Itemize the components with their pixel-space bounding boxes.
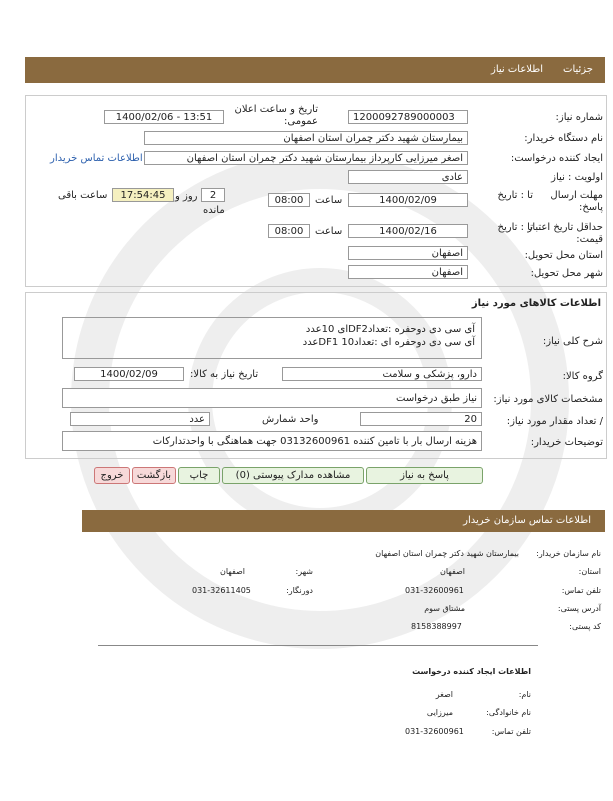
contact-phone-label: تلفن تماس: (561, 586, 601, 595)
buyer-desc-field: هزینه ارسال بار با تامین کننده 03132600961 جهت هماهنگی با واحدتدارکات (62, 431, 482, 451)
unit-field: عدد (70, 412, 210, 426)
delivery-city-label: شهر محل تحویل: (530, 268, 603, 279)
buyer-org-label: نام دستگاه خریدار: (524, 133, 603, 144)
contact-phone: 031-32600961 (405, 586, 464, 595)
view-documents-button[interactable]: مشاهده مدارک پیوستی (0) (222, 467, 364, 484)
page-header (25, 57, 605, 83)
delivery-city-field: اصفهان (348, 265, 468, 279)
priority-label: اولویت : نیاز (551, 172, 603, 183)
creator-last-name: میرزایی (426, 708, 453, 717)
exit-button[interactable]: خروج (94, 467, 130, 484)
divider (98, 645, 538, 646)
announce-field: 1400/02/06 - 13:51 (104, 110, 224, 124)
creator-phone-label: تلفن تماس: (491, 727, 531, 736)
contact-title: اطلاعات تماس سازمان خریدار (463, 515, 591, 526)
validity-time-field: 08:00 (268, 224, 310, 238)
creator-phone: 031-32600961 (405, 727, 464, 736)
contact-buyer-name-label: نام سازمان خریدار: (536, 549, 601, 558)
validity-to-label: تا : تاریخ (497, 222, 533, 233)
announce-label: تاریخ و ساعت اعلان عمومی: (234, 104, 318, 127)
remaining-time-field: 17:54:45 (112, 188, 174, 202)
back-button[interactable]: بازگشت (132, 467, 176, 484)
contact-fax-label: دورنگار: (286, 586, 313, 595)
deadline-time-label: ساعت (315, 195, 343, 206)
creator-info-title: اطلاعات ایجاد کننده درخواست (412, 667, 531, 676)
goods-group-field: دارو، پزشکی و سلامت (282, 367, 482, 381)
contact-address: مشتاق سوم (424, 604, 465, 613)
unit-label: واحد شمارش (262, 414, 319, 425)
buyer-org-field: بیمارستان شهید دکتر چمران استان اصفهان (144, 131, 468, 145)
deadline-label: مهلت ارسال پاسخ: (550, 190, 603, 213)
buyer-desc-label: توضیحات خریدار: (530, 437, 603, 448)
delivery-province-field: اصفهان (348, 246, 468, 260)
days-label: روز و (175, 191, 198, 202)
reply-button[interactable]: پاسخ به نیاز (366, 467, 483, 484)
print-button[interactable]: چاپ (178, 467, 220, 484)
remaining-label: ساعت باقی (58, 190, 108, 201)
goods-section-title: اطلاعات کالاهای مورد نیاز (471, 298, 601, 309)
summary-line-2: آی سی دی دوحفره ای :تعداد10 DF1عدد (302, 337, 475, 348)
creator-field: اصغر میرزایی کارپرداز بیمارستان شهید دکتر چمران استان اصفهان (144, 151, 468, 165)
remaining-suffix: مانده (203, 205, 225, 216)
need-date-field: 1400/02/09 (74, 367, 184, 381)
summary-line-1: آی سی دی دوحفره :تعدادDF2ای 10عدد (305, 324, 475, 335)
contact-province: اصفهان (439, 567, 465, 576)
validity-time-label: ساعت (315, 226, 343, 237)
spec-label: مشخصات کالای مورد نیاز: (493, 394, 603, 405)
need-date-label: تاریخ نیاز به کالا: (190, 369, 259, 380)
creator-label: ایجاد کننده درخواست: (510, 153, 603, 164)
qty-label: / تعداد مقدار مورد نیاز: (506, 416, 603, 427)
deadline-time-field: 08:00 (268, 193, 310, 207)
goods-group-label: گروه کالا: (562, 371, 603, 382)
contact-fax: 031-32611405 (192, 586, 251, 595)
creator-first-name-label: نام: (518, 690, 531, 699)
need-number-label: شماره نیاز: (555, 112, 603, 123)
need-number-field: 1200092789000003 (348, 110, 468, 124)
days-remaining-field: 2 (201, 188, 225, 202)
priority-field: عادی (348, 170, 468, 184)
validity-label: حداقل تاریخ اعتبار قیمت: (527, 222, 603, 245)
delivery-province-label: استان محل تحویل: (524, 250, 603, 261)
qty-field: 20 (360, 412, 482, 426)
contact-city-label: شهر: (295, 567, 313, 576)
summary-field (62, 317, 482, 359)
deadline-date-field: 1400/02/09 (348, 193, 468, 207)
contact-postal: 8158388997 (411, 622, 462, 631)
contact-header (82, 510, 605, 532)
validity-date-field: 1400/02/16 (348, 224, 468, 238)
tab-details[interactable]: جزئیات (563, 64, 593, 75)
contact-city: اصفهان (219, 567, 245, 576)
tab-need-info[interactable]: اطلاعات نیاز (491, 64, 543, 75)
creator-first-name: اصغر (435, 690, 453, 699)
contact-province-label: استان: (578, 567, 601, 576)
deadline-to-label: تا : تاریخ (497, 190, 533, 201)
summary-label: شرح کلی نیاز: (542, 336, 603, 347)
creator-last-name-label: نام خانوادگی: (486, 708, 531, 717)
buyer-contact-link[interactable]: اطلاعات تماس خریدار (50, 153, 143, 164)
spec-field: نیاز طبق درخواست (62, 388, 482, 408)
contact-postal-label: کد پستی: (569, 622, 601, 631)
contact-address-label: آدرس پستی: (557, 604, 601, 613)
contact-buyer-name: بیمارستان شهید دکتر چمران استان اصفهان (375, 549, 519, 558)
